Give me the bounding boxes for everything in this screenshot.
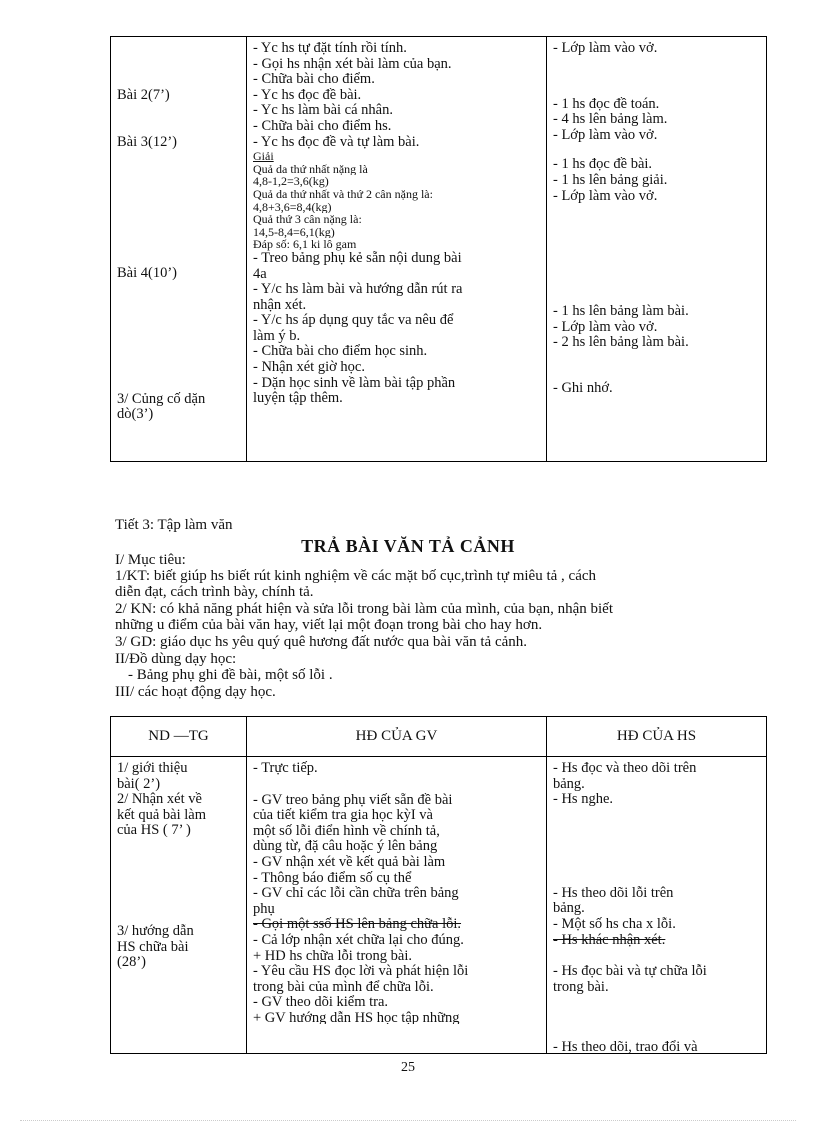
student-step: - 1 hs đọc đề bài. xyxy=(553,157,653,173)
header-hd-gv: HĐ CỦA GV xyxy=(247,717,547,757)
materials-heading: II/Đồ dùng dạy học: xyxy=(115,651,237,667)
objective-kn-line2: những u điểm của bài văn hay, viết lại một đoạn trong bài cho hay hơn. xyxy=(115,617,543,633)
objective-kt-line2: diễn đạt, cách trình bày, chính tả. xyxy=(115,584,314,600)
section-label: của HS ( 7’ ) xyxy=(117,823,191,839)
teacher-step: - Gọi hs nhận xét bài làm của bạn. xyxy=(253,56,452,72)
solution-line: 4,8+3,6=8,4(kg) xyxy=(253,200,332,214)
lesson-title: TRẢ BÀI VĂN TẢ CẢNH xyxy=(301,536,515,556)
teacher-activity: - Yêu cầu HS đọc lời và phát hiện lỗi xyxy=(253,964,469,980)
task-label-bai3: Bài 3(12’) xyxy=(117,134,177,150)
task-label-cungco-time: dò(3’) xyxy=(117,407,154,423)
student-activity: bảng. xyxy=(553,901,585,917)
section-label: bài( 2’) xyxy=(117,776,161,792)
solution-line: Quả da thứ nhất và thứ 2 cân nặng là: xyxy=(253,187,433,201)
teacher-step: - Y/c hs áp dụng quy tắc va nêu để xyxy=(253,313,454,329)
objective-gd: 3/ GD: giáo dục hs yêu quý quê hương đất nước qua bài văn tả cảnh. xyxy=(115,634,528,650)
table2-col2 xyxy=(247,757,547,1054)
teacher-activity-struck: - Gọi một ssố HS lên bảng chữa lỗi. xyxy=(253,917,462,933)
teacher-step: - Yc hs tự đặt tính rồi tính. xyxy=(253,41,407,56)
solution-line: Quả da thứ nhất nặng là xyxy=(253,162,368,176)
teacher-activity: - Thông báo điểm số cụ thể xyxy=(253,870,412,886)
teacher-activity: - GV treo bảng phụ viết sẵn đề bài xyxy=(253,792,453,808)
teacher-step: - Dặn học sinh về làm bài tập phần xyxy=(253,375,456,391)
student-activity-cut: - Hs theo dõi, trao đổi và xyxy=(553,1040,698,1054)
teacher-activity: trong bài của mình để chữa lỗi. xyxy=(253,979,434,995)
teacher-step: luyện tập thêm. xyxy=(253,391,343,407)
teacher-activity: phụ xyxy=(253,901,275,917)
section-label: (28’) xyxy=(117,955,146,971)
student-step: - 2 hs lên bảng làm bài. xyxy=(553,335,689,351)
student-activity: - Một số hs cha x lỗi. xyxy=(553,916,676,932)
teacher-step: - Chữa bài cho điểm học sinh. xyxy=(253,344,428,360)
header-hd-hs: HĐ CỦA HS xyxy=(547,717,767,757)
materials-item: - Bảng phụ ghi đề bài, một số lỗi . xyxy=(128,667,333,683)
period-label: Tiết 3: Tập làm văn xyxy=(115,517,233,533)
teacher-activity: - GV theo dõi kiểm tra. xyxy=(253,995,389,1011)
student-step: - 1 hs lên bảng làm bài. xyxy=(553,304,689,320)
teacher-step: - Y/c hs làm bài và hướng dẫn rút ra xyxy=(253,282,463,298)
teacher-step: - Yc hs đọc đề bài. xyxy=(253,87,362,103)
student-step: - Lớp làm vào vở. xyxy=(553,319,658,335)
teacher-step: - Chữa bài cho điểm hs. xyxy=(253,118,392,134)
objective-kn-line1: 2/ KN: có khả năng phát hiện và sửa lỗi trong bài làm của mình, của bạn, nhận biết xyxy=(115,601,613,617)
activities-table xyxy=(110,716,767,1054)
header-nd-tg: ND —TG xyxy=(111,717,247,757)
section-label: HS chữa bài xyxy=(117,939,189,955)
teacher-activity: của tiết kiểm tra gia học kỳI và xyxy=(253,808,433,824)
solution-line: 14,5-8,4=6,1(kg) xyxy=(253,225,335,239)
teacher-activity: - Trực tiếp. xyxy=(253,761,318,776)
teacher-step: nhận xét. xyxy=(253,297,307,313)
page-number: 25 xyxy=(401,1060,415,1075)
solution-line: Quả thứ 3 cân nặng là: xyxy=(253,213,362,226)
task-label-bai2: Bài 2(7’) xyxy=(117,87,170,103)
student-step: - 1 hs lên bảng giải. xyxy=(553,172,668,188)
teacher-step: - Nhận xét giờ học. xyxy=(253,360,365,376)
teacher-activity: một số lỗi điển hình về chính tả, xyxy=(253,823,440,839)
teacher-activity: - GV nhận xét về kết quả bài làm xyxy=(253,854,446,870)
teacher-activity: dùng từ, đặ câu hoặc ý lên bảng xyxy=(253,839,438,855)
table1-col1 xyxy=(111,37,247,462)
bottom-dotted-rule xyxy=(20,1120,796,1121)
student-step: - Ghi nhớ. xyxy=(553,380,613,396)
student-activity: - Hs đọc và theo dõi trên xyxy=(553,761,697,776)
teacher-step: 4a xyxy=(253,266,267,282)
student-step: - 4 hs lên bảng làm. xyxy=(553,112,668,128)
table1-col2 xyxy=(247,37,547,462)
student-activity-struck: - Hs khác nhận xét. xyxy=(553,932,666,948)
student-step: - Lớp làm vào vở. xyxy=(553,127,658,143)
section-label: 3/ hướng dẫn xyxy=(117,923,194,939)
student-step: - 1 hs đọc đề toán. xyxy=(553,96,660,112)
solution-line: 4,8-1,2=3,6(kg) xyxy=(253,175,329,188)
teacher-step: - Yc hs làm bài cá nhân. xyxy=(253,103,393,119)
solution-answer: Đáp số: 6,1 ki lô gam xyxy=(253,238,357,251)
teacher-step: - Yc hs đọc đề và tự làm bài. xyxy=(253,134,420,150)
table2-col1 xyxy=(111,757,247,1054)
student-step: - Lớp làm vào vở. xyxy=(553,41,658,56)
teacher-activity-cut: + GV hướng dẫn HS học tập những xyxy=(253,1010,460,1024)
lesson-table-continued xyxy=(110,36,767,462)
teacher-activity: + HD hs chữa lỗi trong bài. xyxy=(253,948,412,964)
student-step: - Lớp làm vào vở. xyxy=(553,188,658,204)
student-activity: - Hs đọc bài và tự chữa lỗi xyxy=(553,964,707,980)
solution-heading: Giải xyxy=(253,150,274,163)
task-label-bai4: Bài 4(10’) xyxy=(117,266,177,282)
teacher-step: - Treo bảng phụ kẻ sẵn nội dung bài xyxy=(253,250,462,266)
teacher-step: - Chữa bài cho điểm. xyxy=(253,72,375,88)
teacher-step: làm ý b. xyxy=(253,328,301,344)
teacher-activity: - Cả lớp nhận xét chữa lại cho đúng. xyxy=(253,932,464,948)
task-label-cungco: 3/ Củng cố dặn xyxy=(117,391,206,407)
objectives-heading: I/ Mục tiêu: xyxy=(115,552,186,568)
section-label: 1/ giới thiệu xyxy=(117,761,188,776)
student-activity: - Hs nghe. xyxy=(553,792,614,808)
student-activity: trong bài. xyxy=(553,979,609,995)
student-activity: - Hs theo dõi lỗi trên xyxy=(553,885,674,901)
section-label: kết quả bài làm xyxy=(117,807,206,823)
table2-col3 xyxy=(547,757,767,1054)
table1-col3 xyxy=(547,37,767,462)
student-activity: bảng. xyxy=(553,776,585,792)
teacher-activity: - GV chỉ các lỗi cần chữa trên bảng xyxy=(253,886,459,902)
objective-kt-line1: 1/KT: biết giúp hs biết rút kinh nghiệm về các mặt bố cục,trình tự miêu tả , cách xyxy=(115,568,597,584)
section-label: 2/ Nhận xét về xyxy=(117,792,202,808)
activities-heading: III/ các hoạt động dạy học. xyxy=(115,684,276,700)
